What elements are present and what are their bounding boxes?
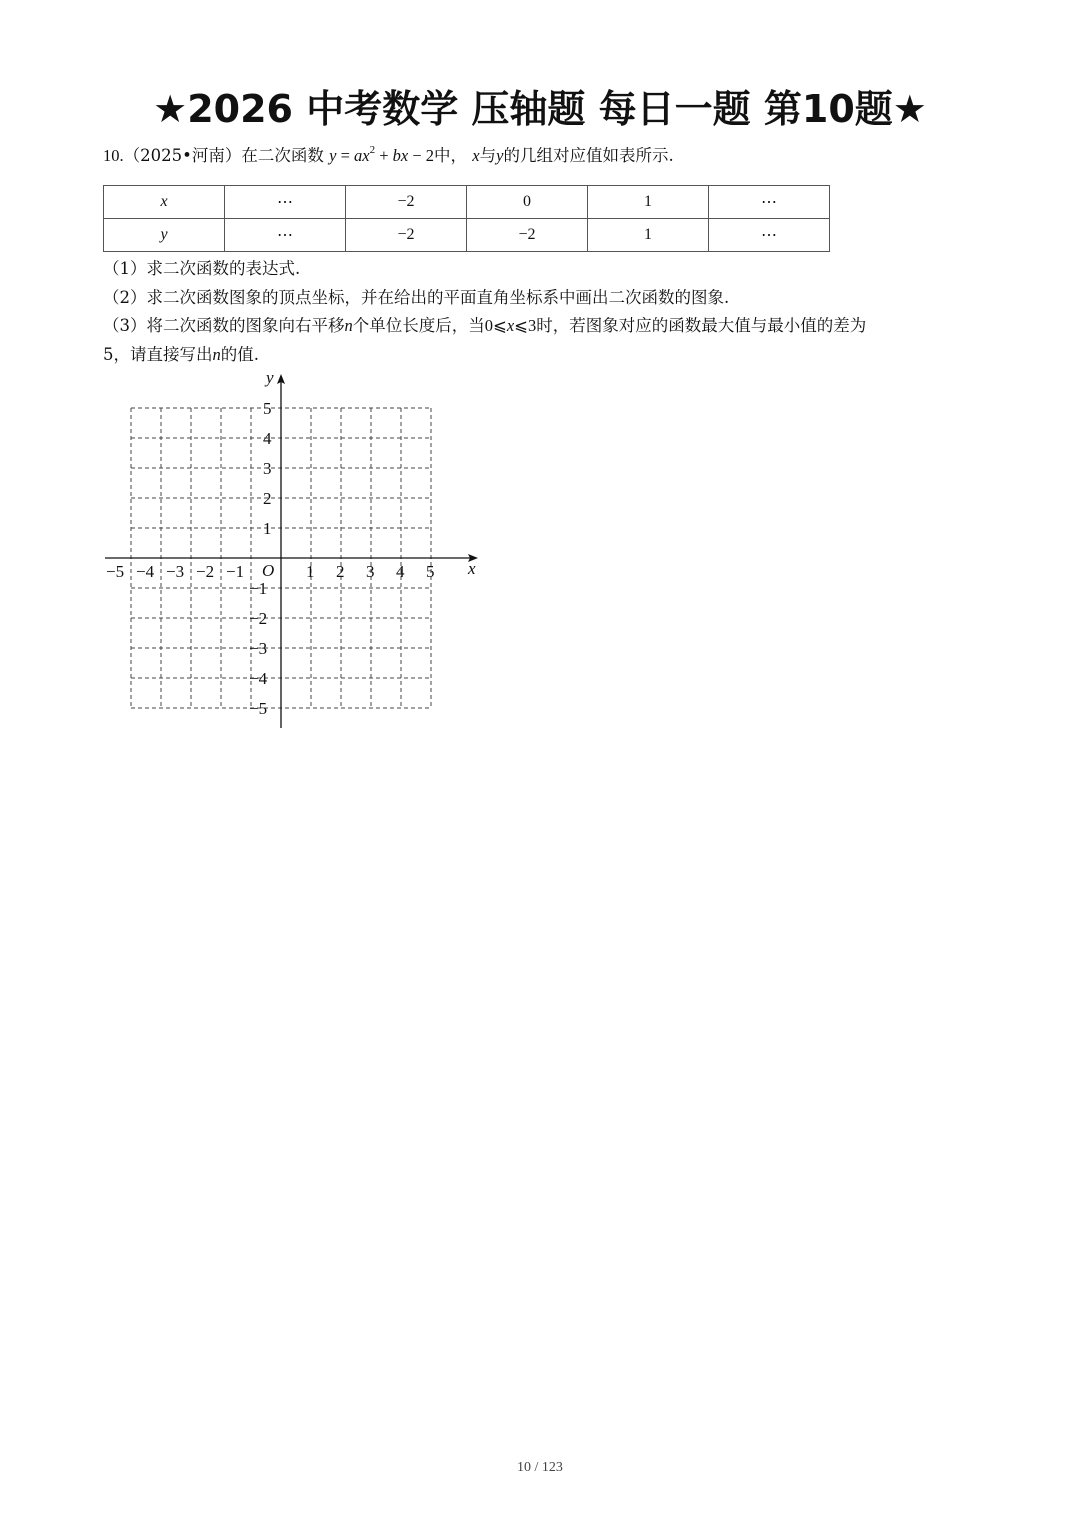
x-tick-label: −4 [136, 562, 155, 581]
table-row-x [104, 186, 830, 219]
formula-y: y [329, 146, 337, 165]
y-tick-label: 2 [263, 489, 272, 508]
question-3-line-1 [103, 316, 866, 336]
range-var-x: x [506, 316, 515, 335]
problem-intro-text-2: 中， [434, 146, 468, 165]
problem-source: （2025•河南） [123, 146, 242, 165]
table-header-cell: x [104, 186, 225, 219]
y-tick-label: −3 [249, 639, 268, 658]
origin-label: O [262, 561, 275, 580]
y-tick-label: −2 [249, 609, 268, 628]
question-3-text: （3）将二次函数的图象向右平移 [103, 316, 345, 335]
formula-ax: ax [354, 146, 370, 165]
range-lower: 0⩽ [484, 316, 507, 335]
y-tick-label: 1 [263, 519, 272, 538]
question-3-text-4: 5，请直接写出 [103, 345, 213, 364]
table-cell: ⋯ [225, 219, 346, 252]
var-n: n [344, 316, 353, 335]
x-tick-label: −3 [166, 562, 185, 581]
x-tick-label: −1 [226, 562, 245, 581]
question-3-line-2 [103, 345, 259, 365]
question-3-text-2: 个单位长度后，当 [352, 316, 485, 335]
y-tick-label: −4 [249, 669, 268, 688]
coordinate-grid [100, 368, 490, 738]
y-tick-label: −5 [249, 699, 268, 718]
table-cell: ⋯ [709, 186, 830, 219]
table-cell: −2 [467, 219, 588, 252]
y-axis-label: y [266, 368, 274, 387]
x-tick-label: −2 [196, 562, 215, 581]
y-tick-label: −1 [249, 579, 268, 598]
var-x: x [472, 146, 480, 165]
table-cell: −2 [346, 219, 467, 252]
table-cell: −2 [346, 186, 467, 219]
function-formula [329, 143, 435, 165]
x-tick-label: 1 [306, 562, 315, 581]
question-1: （1）求二次函数的表达式. [103, 259, 301, 278]
formula-exponent: 2 [369, 143, 376, 156]
var-y: y [496, 146, 504, 165]
x-axis-label: x [468, 559, 476, 578]
formula-eq: = [336, 146, 354, 165]
table-row-y [104, 219, 830, 252]
table-cell: ⋯ [709, 219, 830, 252]
problem-intro-text: 在二次函数 [241, 146, 324, 165]
table-cell: 0 [467, 186, 588, 219]
problem-intro-text-3: 与 [479, 146, 497, 165]
question-3-text-3: 时，若图象对应的函数最大值与最小值的差为 [536, 316, 867, 335]
page-title: ★2026 中考数学 压轴题 每日一题 第10题★ [153, 87, 927, 131]
y-tick-label: 3 [263, 459, 272, 478]
table-header-cell: y [104, 219, 225, 252]
y-tick-label: 5 [263, 399, 272, 418]
question-2: （2）求二次函数图象的顶点坐标，并在给出的平面直角坐标系中画出二次函数的图象. [103, 288, 730, 307]
x-tick-label: 3 [366, 562, 375, 581]
table-cell: ⋯ [225, 186, 346, 219]
x-tick-label: 4 [396, 562, 405, 581]
problem-number: 10. [103, 146, 124, 165]
x-tick-label: 5 [426, 562, 435, 581]
page-number: 10 / 123 [517, 1460, 563, 1475]
var-n-2: n [212, 345, 221, 364]
question-3-text-5: 的值. [220, 345, 259, 364]
y-tick-label: 4 [263, 429, 272, 448]
x-tick-label: −5 [106, 562, 125, 581]
x-tick-label: 2 [336, 562, 345, 581]
table-cell: 1 [588, 219, 709, 252]
range-upper: ⩽3 [514, 316, 537, 335]
problem-intro-text-4: 的几组对应值如表所示. [503, 146, 674, 165]
value-table [103, 185, 830, 252]
table-cell: 1 [588, 186, 709, 219]
problem-statement [103, 143, 674, 166]
formula-plus: + [375, 146, 393, 165]
formula-bx: bx [392, 146, 409, 165]
formula-constant: − 2 [408, 146, 435, 165]
